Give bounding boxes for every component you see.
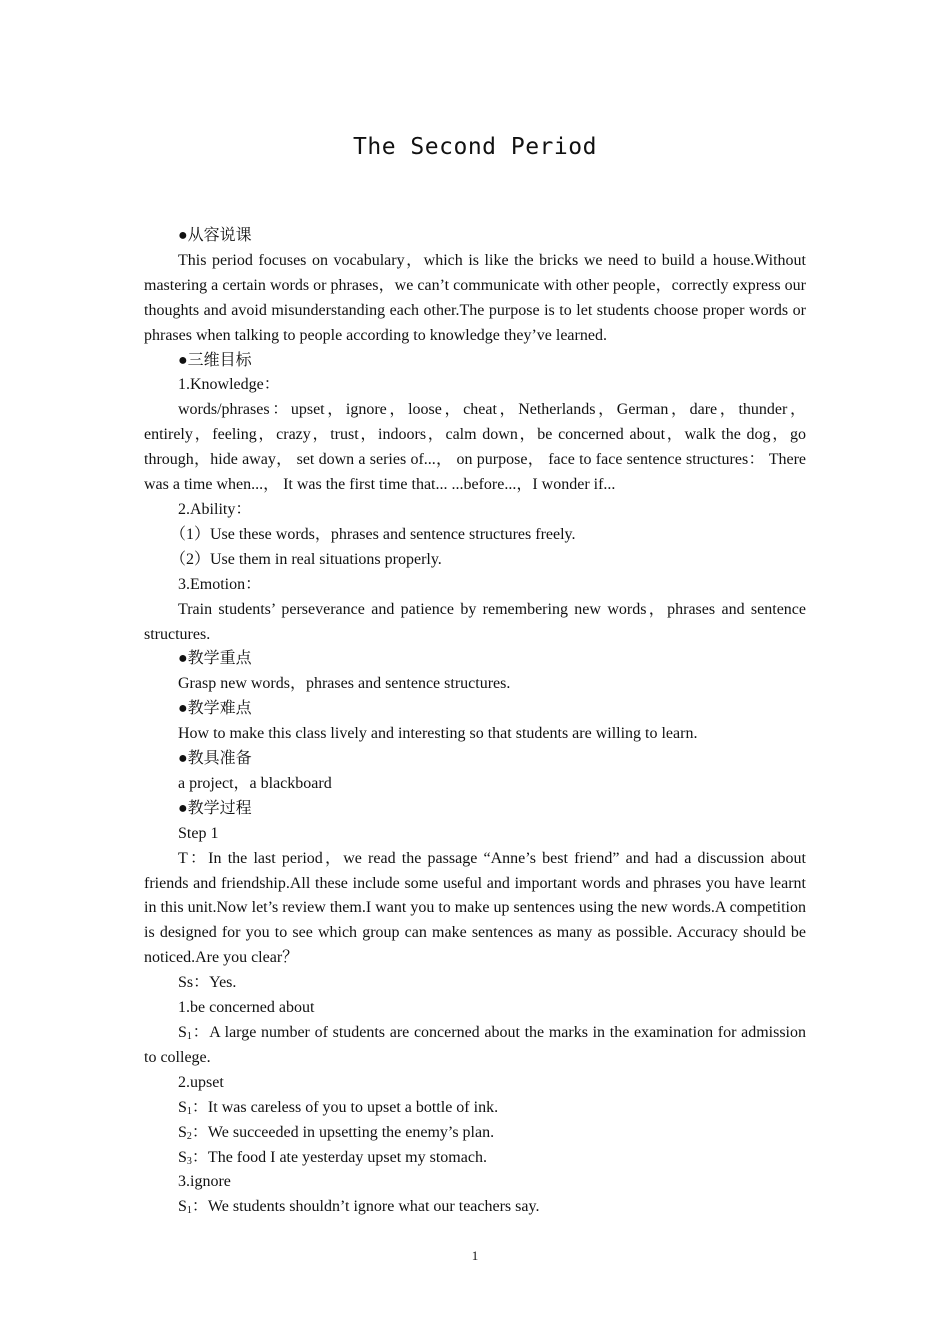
page-number: 1 [471,1248,479,1263]
item-2-sentence-3: $S_3$：The food I ate yesterday upset my stomach. [178,1148,487,1167]
intro-text: This period focuses on vocabulary，which is like the bricks we need to build a house.Without mastering a certain words or phrases，we can’t communicate with other people，correctly express our thoughts and avoid misunderstanding each other.The purpose is to let students choose proper words or phrases when talking to people according to knowledge they’ve learned. [144,251,806,344]
ability-item-1: （1）Use these words，phrases and sentence structures freely. [170,525,576,543]
item-2-label: 2.upset [178,1073,224,1091]
key-points-heading: ●教学重点 [178,650,252,668]
difficult-points-text: How to make this class lively and interesting so that students are willing to learn. [178,725,698,743]
tools-heading: ●教具准备 [178,750,252,768]
goals-heading: ●三维目标 [178,351,252,369]
knowledge-label: 1.Knowledge： [178,376,280,394]
item-2-sentence-1: $S_1$：It was careless of you to upset a bottle of ink. [178,1098,499,1117]
tools-text: a project，a blackboard [178,774,332,792]
process-heading: ●教学过程 [178,799,252,817]
emotion-label: 3.Emotion： [178,575,262,593]
step-1-label: Step 1 [178,824,219,842]
knowledge-text: words/phrases：upset，ignore，loose，cheat，Netherlands，German，dare，thunder，entirely，feeling，crazy，trust，indoors，calm down，be concerned about，walk the dog，go through，hide away， set down a series of...， on purpose， face to face sentence structures： There was a time when...， It was the first time that... ...before...，I wonder if... [144,401,806,494]
item-1-label: 1.be concerned about [178,999,315,1017]
difficult-points-heading: ●教学难点 [178,700,252,718]
ability-label: 2.Ability： [178,500,252,518]
students-reply: Ss：Yes. [178,974,237,992]
intro-heading: ●从容说课 [178,227,252,244]
page-title: The Second Period [353,134,597,160]
item-2-sentence-2: $S_2$：We succeeded in upsetting the enemy’s plan. [178,1123,495,1142]
item-3-label: 3.ignore [178,1173,231,1191]
emotion-text: Train students’ perseverance and patience by remembering new words，phrases and sentence structures. [144,600,806,643]
key-points-text: Grasp new words，phrases and sentence structures. [178,675,511,693]
ability-item-2: （2）Use them in real situations properly. [170,550,442,568]
teacher-text: T：In the last period，we read the passage “Anne’s best friend” and had a discussion about friends and friendship.All these include some useful and important words and phrases you have learnt in this unit.Now let’s review them.I want you to make up sentences using the new words.A competition is designed for you to see which group can make sentences as many as possible. Accuracy should be noticed.Are you clear？ [144,849,806,967]
document-body [144,224,806,1220]
item-3-sentence-1: $S_1$：We students shouldn’t ignore what our teachers say. [178,1198,540,1217]
item-1-sentence-1: $S_1$：A large number of students are concerned about the marks in the examination for admission to college. [144,1024,806,1066]
